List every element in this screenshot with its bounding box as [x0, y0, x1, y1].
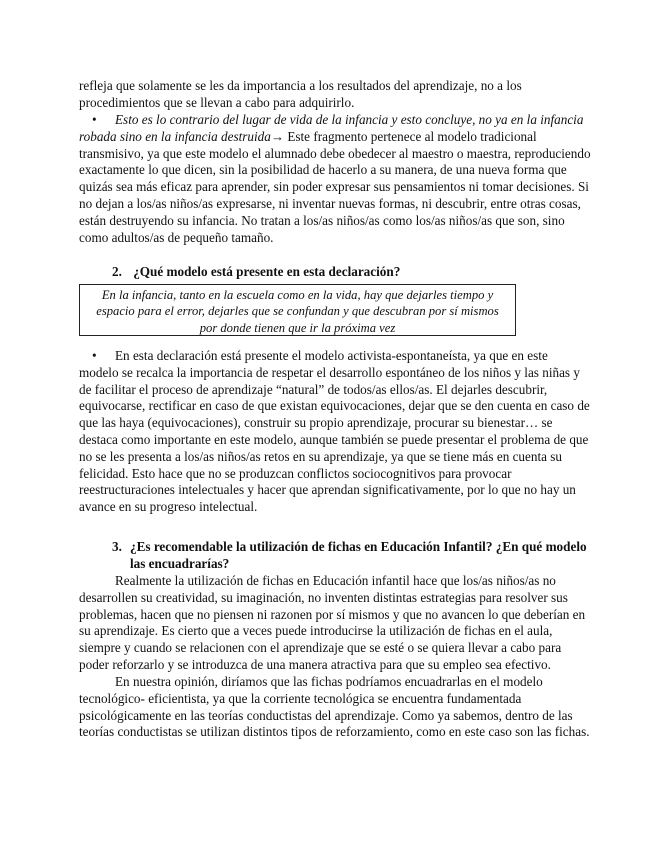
text-line: problemas, hacen que no piensen ni razonen por sí mismos y que no avancen lo que deberían en — [79, 606, 586, 622]
text-line: teorías conductistas se utilizan distintos tipos de reforzamiento, como en este caso son las fichas. — [79, 724, 590, 740]
bullet-paragraph-traditional-model — [79, 112, 591, 246]
text-line: refleja que solamente se les da importancia a los resultados del aprendizaje, no a los — [79, 78, 522, 93]
text-line: desarrollen su creatividad, su imaginación, no inventen distintas estrategias para resolver sus — [79, 589, 568, 605]
text-line: no dejan a los/as niños/as expresarse, ni inventar nuevas formas, ni descubrir, entre otras cosas, — [79, 195, 581, 211]
heading-number: 2. — [112, 264, 122, 279]
text-line: avance en su progreso intelectual. — [79, 499, 258, 515]
quote-text: robada sino en la infancia destruida — [79, 128, 271, 144]
paragraph-opinion — [79, 674, 590, 741]
bullet-marker: • — [92, 112, 97, 127]
paragraph-fichas — [79, 573, 586, 674]
text-line: de facilitar el proceso de aprendizaje “natural” de todos/as ellos/as. El dejarles descubrir, — [79, 381, 548, 397]
text-line: equivocarse, rectificar en caso de que existan equivocaciones, dejar que se den cuenta en caso de — [79, 398, 590, 414]
quote-text: Esto es lo contrario del lugar de vida de la infancia y esto concluye, no ya en la infancia — [115, 112, 584, 127]
text-line: En esta declaración está presente el modelo activista-espontaneísta, ya que en este — [115, 348, 548, 363]
text-line: Realmente la utilización de fichas en Educación infantil hace que los/as niños/as no — [115, 573, 556, 588]
bullet-paragraph-activist-model — [79, 348, 590, 516]
text-line: En nuestra opinión, diríamos que las fichas podríamos encuadrarlas en el modelo — [115, 674, 543, 689]
quote-box — [79, 284, 516, 336]
text-line: exactamente lo que dicen, sin la posibilidad de hacerlo a su manera, de una nueva forma que — [79, 162, 567, 178]
arrow-icon: → — [270, 128, 285, 144]
text-line: siempre y cuando se relacionen con el aprendizaje que se esté o se quiera llevar a cabo para — [79, 640, 562, 656]
bullet-marker: • — [92, 348, 97, 363]
text-line: felicidad. Esto hace que no se produzcan conflictos sociocognitivos para provocar — [79, 465, 512, 481]
quote-line: espacio para el error, dejarles que se confundan y que descubran por sí mismos — [96, 304, 499, 319]
paragraph-continuation — [79, 78, 576, 112]
text-line: poder reforzarlo y se introduzca de una manera atractiva para que su empleo sea efectivo. — [79, 656, 551, 672]
text-line: transmisivo, ya que este modelo el alumnado debe obedecer al maestro o maestra, reproduciendo — [79, 145, 591, 161]
text-line: tecnológico- eficientista, ya que la corriente tecnológica se encuentra fundamentada — [79, 690, 522, 706]
quote-line: por donde tienen que ir la próxima vez — [199, 320, 396, 335]
heading-text: las encuadrarías? — [130, 555, 230, 571]
section-heading-3 — [112, 539, 587, 573]
text-line: su aprendizaje. Es cierto que a veces puede introducirse la utilización de fichas en el aula, — [79, 623, 553, 639]
heading-text: ¿Qué modelo está presente en esta declaración? — [133, 264, 401, 279]
text-line: como adultos/as de pequeño tamaño. — [79, 229, 274, 245]
text-line: psicológicamente en las teorías conductistas del aprendizaje. Como ya sabemos, dentro de las — [79, 707, 573, 723]
text-line: están destruyendo su infancia. No tratan a los/as niños/as como los/as niños/as que son, sino — [79, 212, 565, 228]
text-line: destaca como importante en este modelo, aunque también se puede presentar el problema de que — [79, 431, 589, 447]
quote-line: En la infancia, tanto en la escuela como en la vida, hay que dejarles tiempo y — [101, 288, 494, 302]
heading-text: ¿Es recomendable la utilización de fichas en Educación Infantil? ¿En qué modelo — [130, 539, 587, 554]
text-line: que las haya (equivocaciones), construir su propio aprendizaje, procurar su bienestar… se — [79, 415, 553, 431]
text-line: quizás sea más eficaz para aprender, sin poder expresar sus pensamientos ni tomar decisiones. Si — [79, 179, 589, 195]
heading-number: 3. — [112, 539, 122, 554]
text-line: Este fragmento pertenece al modelo tradicional — [284, 128, 537, 144]
text-line: procedimientos que se llevan a cabo para adquirirlo. — [79, 94, 355, 110]
section-heading-2 — [112, 264, 400, 281]
text-line: no se les presenta a los/as niños/as retos en su aprendizaje, ya que se tiene más en cuenta su — [79, 448, 563, 464]
text-line: reestructuraciones intelectuales y hacer que aprendan significativamente, por lo que no hay un — [79, 482, 576, 498]
text-line: modelo se recalca la importancia de respetar el desarrollo espontáneo de los niños y las niñas y — [79, 364, 580, 380]
